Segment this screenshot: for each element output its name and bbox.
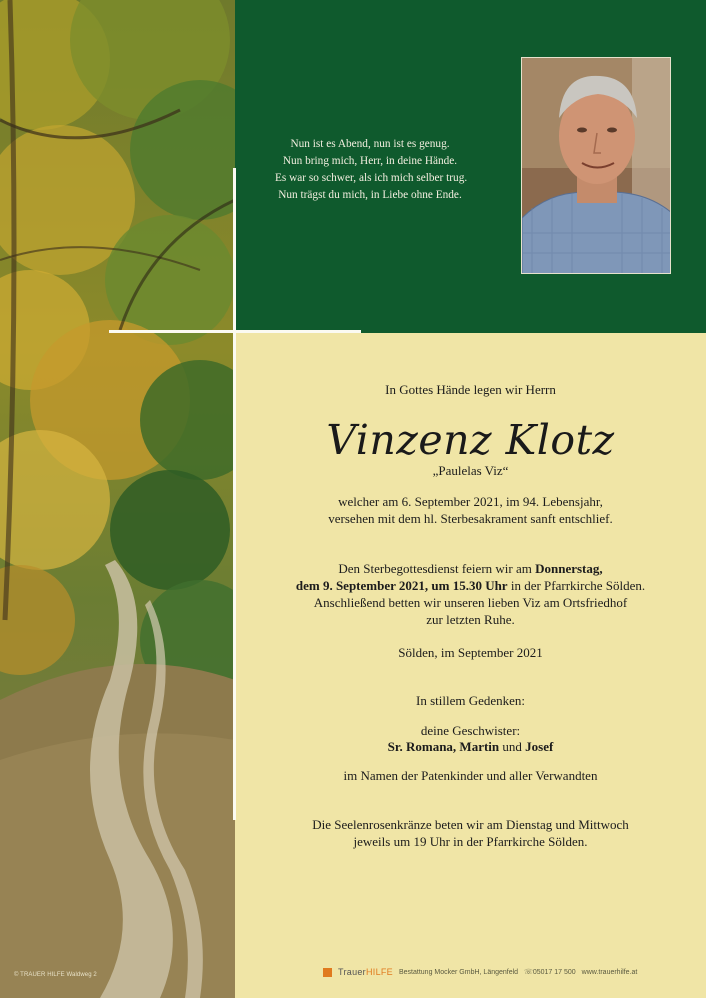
poem-line: Es war so schwer, als ich mich selber trug. — [275, 172, 468, 184]
service-line-3: Anschließend betten wir unseren lieben Viz am Ortsfriedhof — [313, 595, 628, 610]
brand-part-b: HILFE — [365, 967, 393, 977]
phone-value: 05017 17 500 — [532, 969, 576, 976]
website-link[interactable]: www.trauerhilfe.at — [581, 968, 638, 976]
poem-line: Nun bring mich, Herr, in deine Hände. — [282, 155, 458, 167]
place-date: Sölden, im September 2021 — [398, 645, 543, 660]
rosary-line-1: Die Seelenrosenkränze beten wir am Dienstag und Mittwoch — [312, 817, 629, 832]
siblings-and: und — [499, 739, 526, 754]
sibling-names-a: Sr. Romana, Martin — [387, 739, 500, 754]
remembrance-heading: In stillem Gedenken: — [415, 693, 526, 708]
trauerhilfe-logo-icon — [323, 968, 332, 977]
deceased-name: Vinzenz Klotz — [326, 416, 615, 464]
rosary-line-2: jeweils um 19 Uhr in der Pfarrkirche Sölden. — [353, 834, 588, 849]
phone-number: ☏05017 17 500 — [524, 969, 576, 976]
service-day: Donnerstag, — [535, 561, 603, 576]
service-line-4: zur letzten Ruhe. — [426, 612, 515, 627]
siblings-label: deine Geschwister: — [420, 723, 521, 738]
poem-line: Nun trägst du mich, in Liebe ohne Ende. — [278, 189, 462, 201]
death-line-1: welcher am 6. September 2021, im 94. Lebensjahr, — [338, 494, 603, 509]
service-line-1 — [235, 560, 706, 577]
relatives-line: im Namen der Patenkinder und aller Verwandten — [343, 768, 598, 783]
death-line-2: versehen mit dem hl. Sterbesakrament sanft entschlief. — [328, 511, 613, 526]
image-credit: © TRAUER HILFE Waldweg 2 — [14, 972, 97, 978]
service-date-time: dem 9. September 2021, um 15.30 Uhr — [295, 578, 508, 593]
service-text: Den Sterbegottesdienst feiern wir am — [338, 561, 536, 576]
cross-horizontal-bar — [109, 330, 361, 333]
sibling-name-b: Josef — [525, 739, 554, 754]
portrait-photo — [521, 57, 671, 274]
nickname: „Paulelas Viz“ — [432, 463, 509, 478]
forest-path-photo — [0, 0, 235, 998]
service-line-2 — [235, 577, 706, 594]
company-name: Bestattung Mocker GmbH, Längenfeld — [399, 968, 519, 976]
poem-line: Nun ist es Abend, nun ist es genug. — [290, 138, 450, 150]
intro-line: In Gottes Hände legen wir Herrn — [385, 382, 556, 397]
poem — [275, 136, 468, 204]
brand-part-a: Trauer — [338, 967, 366, 977]
brand-name — [338, 967, 393, 977]
service-location: in der Pfarrkirche Sölden. — [507, 578, 646, 593]
siblings-names — [235, 738, 706, 755]
footer — [323, 967, 637, 977]
